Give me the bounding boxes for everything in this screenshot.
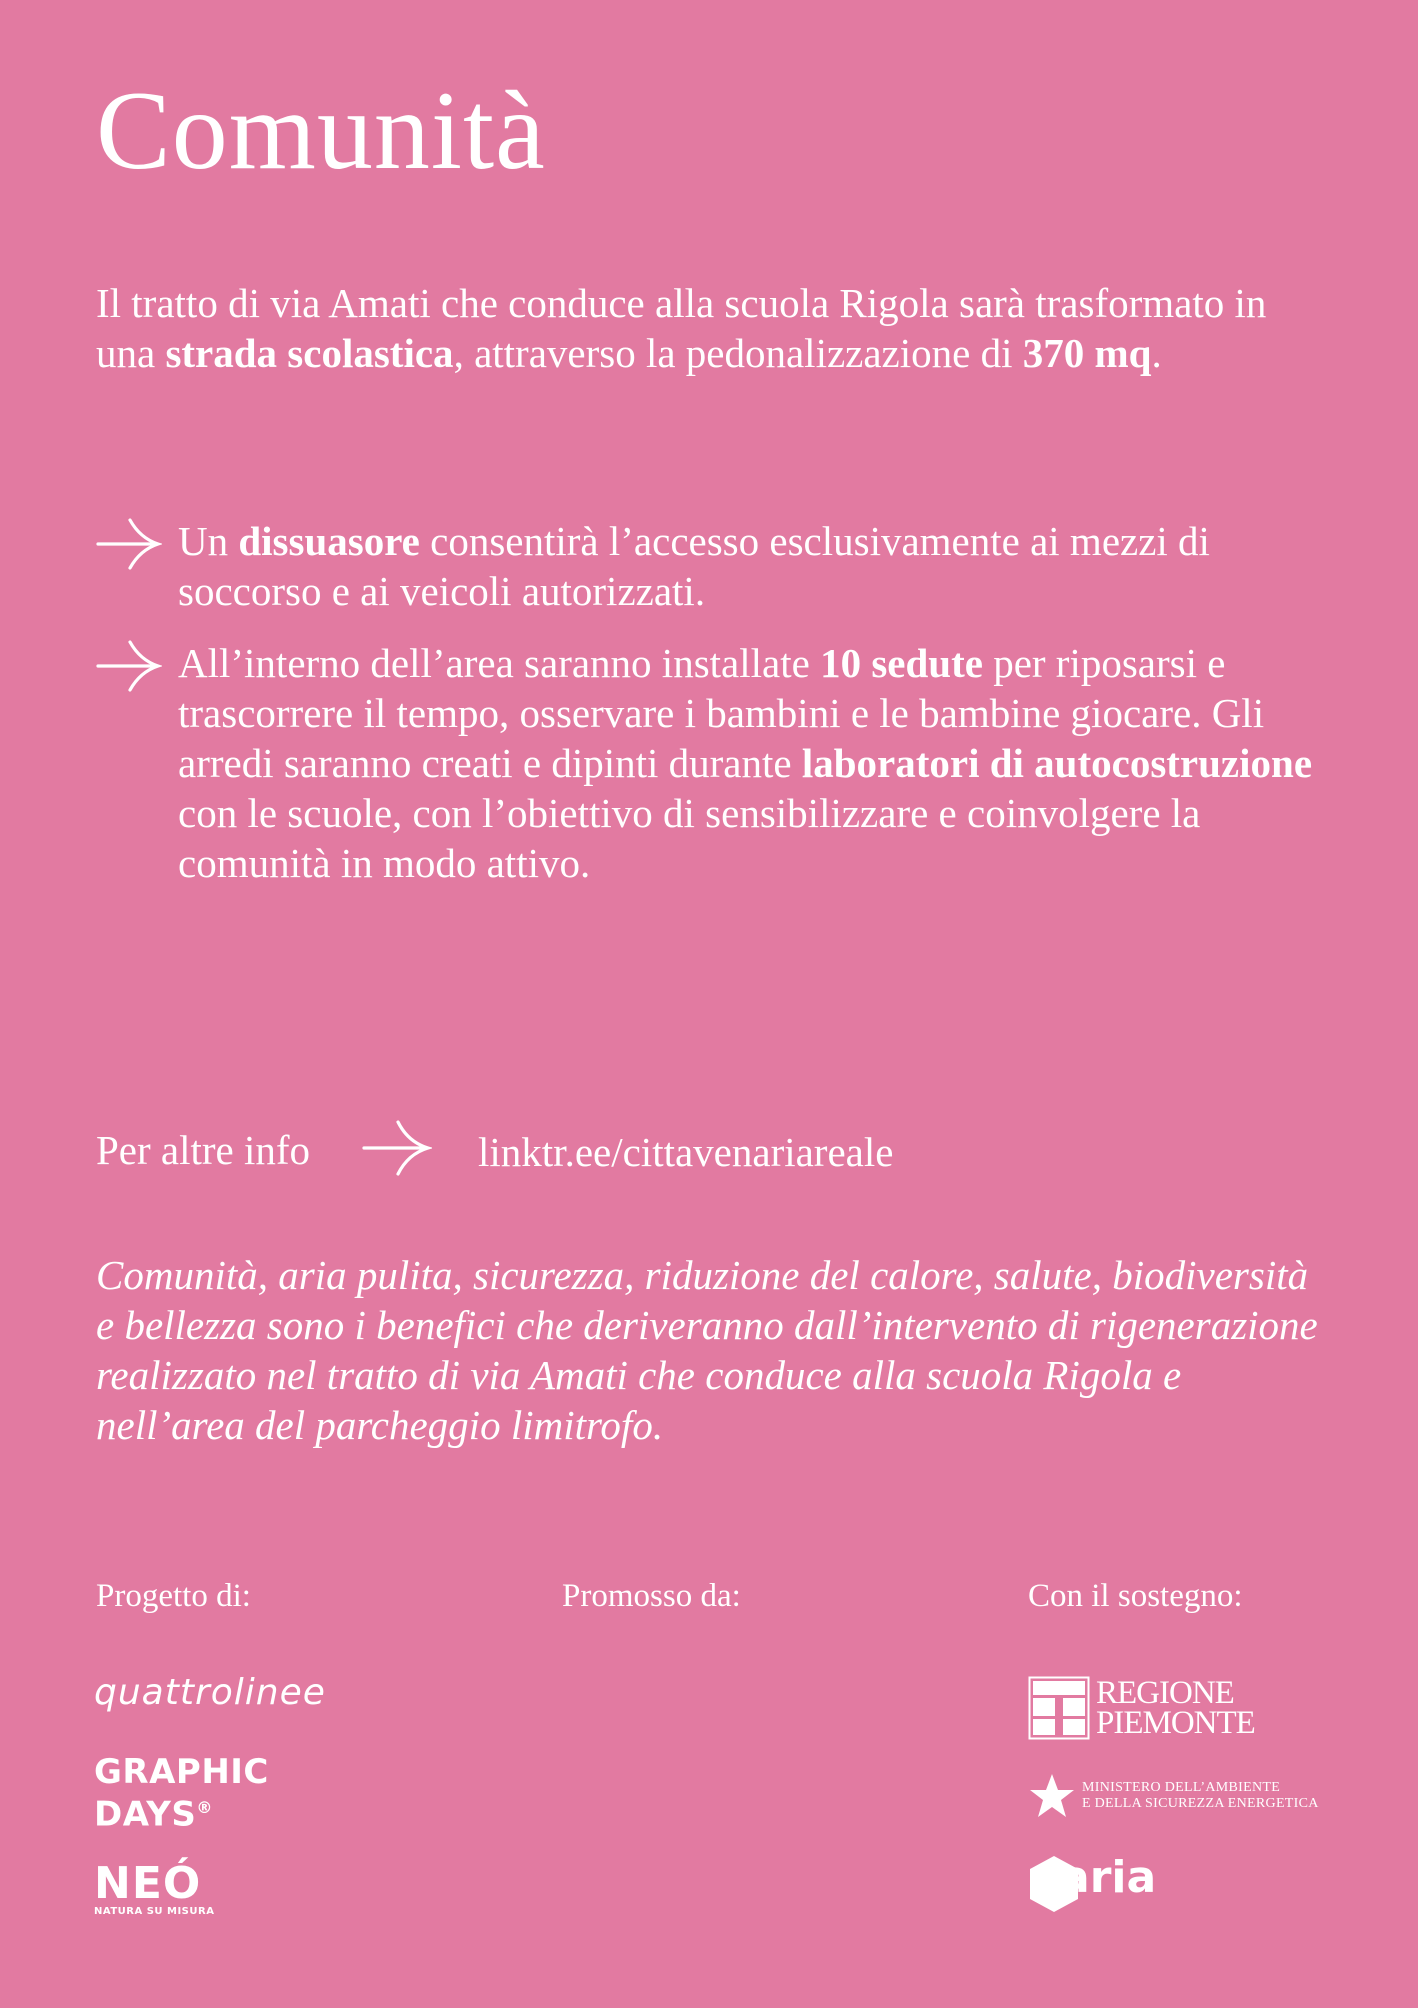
neo-logo-subtitle: NATURA SU MISURA xyxy=(94,1906,215,1917)
quattrolinee-logo: quattrolinee xyxy=(94,1672,326,1713)
bullet-bold: dissuasore xyxy=(238,518,420,564)
bullet-text-part: con le scuole, con l’obiettivo di sensibilizzare e coinvolgere la comunità in modo attivo. xyxy=(178,790,1201,886)
graphic-days-line2 xyxy=(94,1790,269,1835)
regione-piemonte-logo xyxy=(1028,1675,1255,1744)
bullet-bold: laboratori di autocostruzione xyxy=(801,740,1313,786)
arrow-icon xyxy=(96,518,162,570)
regione-text xyxy=(1096,1675,1255,1741)
ministero-logo xyxy=(1028,1772,1328,1822)
bullet-text xyxy=(178,638,1336,888)
info-row xyxy=(96,1120,1296,1180)
bullet-item-sedute xyxy=(96,638,1336,888)
aria-logo-text: aria xyxy=(1060,1852,1157,1903)
graphic-days-line1: GRAPHIC xyxy=(94,1752,269,1792)
promoted-label: Promosso da: xyxy=(562,1578,741,1614)
page-title: Comunità xyxy=(96,69,546,193)
intro-paragraph xyxy=(96,278,1326,378)
intro-text: . xyxy=(1151,330,1162,376)
regione-line1: REGIONE xyxy=(1096,1675,1234,1711)
ministero-line2: E DELLA SICUREZZA ENERGETICA xyxy=(1082,1796,1319,1811)
graphic-days-logo xyxy=(94,1752,269,1835)
regione-line2: PIEMONTE xyxy=(1096,1705,1255,1741)
bullet-text-part: All’interno dell’area saranno installate xyxy=(178,640,821,686)
arrow-icon xyxy=(362,1120,432,1176)
ministero-text xyxy=(1082,1780,1319,1812)
bullet-bold: 10 sedute xyxy=(820,640,983,686)
bullet-text-part: Un xyxy=(178,518,239,564)
bullet-text xyxy=(178,516,1336,616)
info-link[interactable]: linktr.ee/cittavenariareale xyxy=(478,1129,894,1175)
bullet-text-part: per riposarsi e trascorrere il tempo, osservare i bambini e le bambine giocare. Gli arredi saranno creati e dipinti durante xyxy=(178,640,1265,786)
intro-text: Il tratto di via Amati che conduce alla scuola Rigola sarà trasformato in una xyxy=(96,280,1267,376)
info-label: Per altre info xyxy=(96,1127,311,1173)
regione-emblem-icon xyxy=(1028,1676,1090,1740)
neo-logo xyxy=(94,1858,215,1917)
bullet-item-dissuasore xyxy=(96,516,1336,616)
registered-mark: ® xyxy=(196,1798,213,1817)
aria-logo xyxy=(1026,1852,1156,1912)
intro-text: , attraverso la pedonalizzazione di xyxy=(453,330,1023,376)
intro-bold-strada: strada scolastica xyxy=(165,330,454,376)
intro-bold-mq: 370 mq xyxy=(1022,330,1152,376)
bullet-text-part: consentirà l’accesso esclusivamente ai mezzi di soccorso e ai veicoli autorizzati. xyxy=(178,518,1210,614)
project-label: Progetto di: xyxy=(96,1578,251,1614)
star-emblem-icon xyxy=(1028,1772,1076,1820)
arrow-icon xyxy=(96,640,162,692)
neo-logo-word: NEÓ xyxy=(94,1858,202,1909)
tagline-paragraph: Comunità, aria pulita, sicurezza, riduzione del calore, salute, biodiversità e bellezza sono i benefici che deriveranno dall’intervento di rigenerazione realizzato nel tratto di via Amati che conduce alla scuola Rigola e nell’area del parcheggio limitrofo. xyxy=(96,1252,1318,1448)
support-label: Con il sostegno: xyxy=(1028,1578,1243,1614)
graphic-days-word: DAYS xyxy=(94,1794,197,1835)
ministero-line1: MINISTERO DELL’AMBIENTE xyxy=(1082,1780,1281,1795)
